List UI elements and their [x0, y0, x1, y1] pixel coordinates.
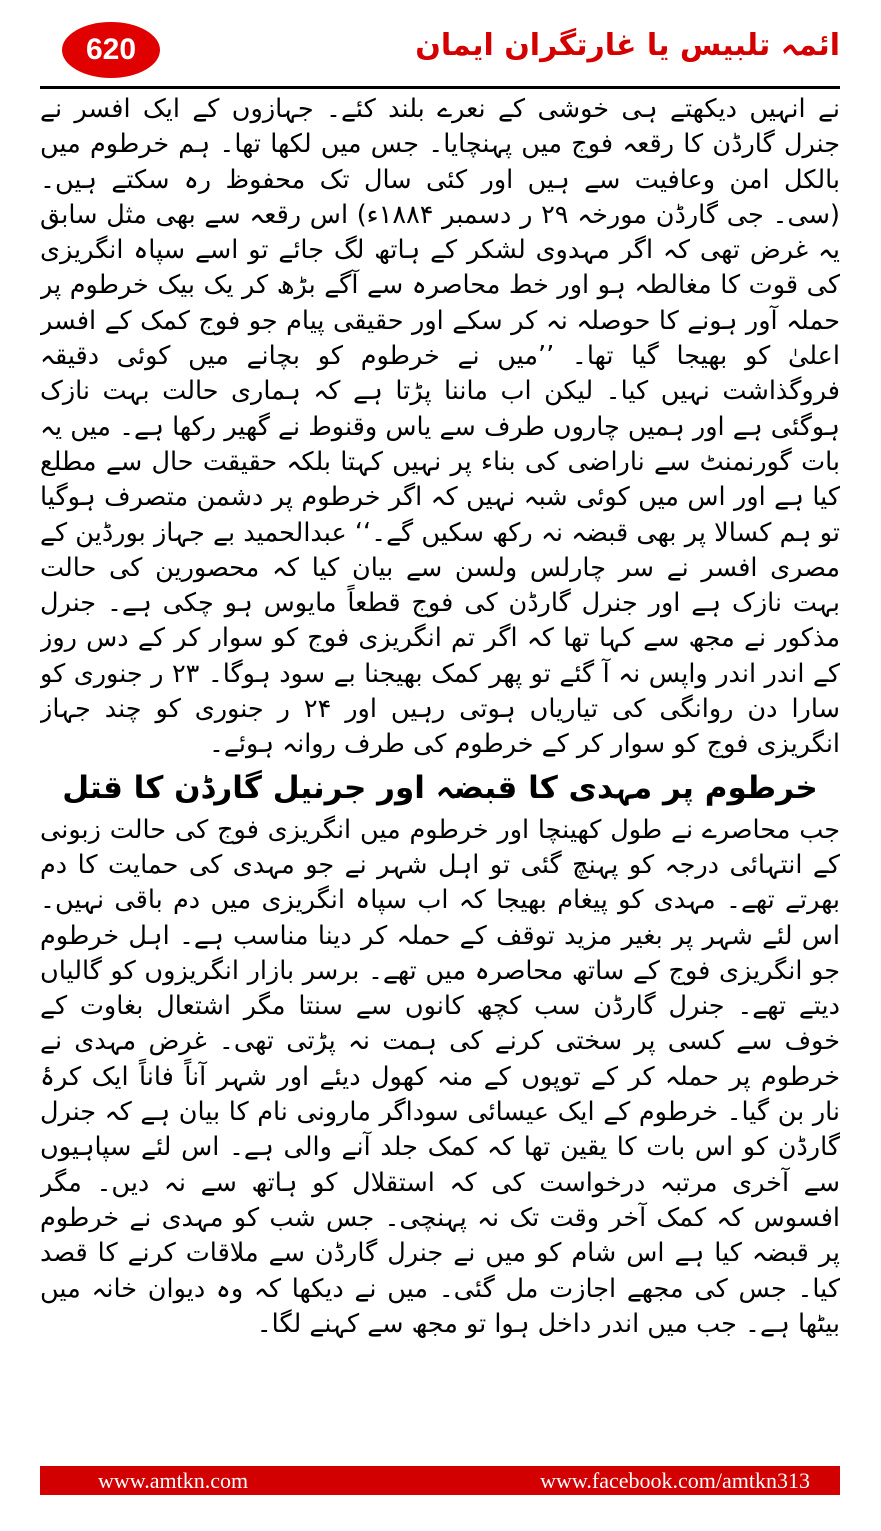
page-number-badge: 620 — [62, 22, 160, 78]
header-divider — [40, 86, 840, 89]
body-paragraph: نے انہیں دیکھتے ہی خوشی کے نعرے بلند کئے۔ جہازوں کے ایک افسر نے جنرل گارڈن کا رقعہ فوج میں پہنچایا۔ جس میں لکھا تھا۔ ہم خرطوم میں بالکل امن وعافیت سے ہیں اور کئی سال تک محفوظ رہ سکتے ہیں۔ (سی۔ جی گارڈن مورخہ ۲۹ ر دسمبر ۱۸۸۴ء) اس رقعہ سے بھی مثل سابق یہ غرض تھی کہ اگر مہدوی لشکر کے ہاتھ لگ جائے تو اسے سپاہ انگریزی کی قوت کا مغالطہ ہو اور خط محاصرہ سے آگے بڑھ کر یک بیک خرطوم پر حملہ آور ہونے کا حوصلہ نہ کر سکے اور حقیقی پیام جو فوج کمک کے افسر اعلیٰ کو بھیجا گیا تھا۔ ’’میں نے خرطوم کو بچانے میں کوئی دقیقہ فروگذاشت نہیں کیا۔ لیکن اب ماننا پڑتا ہے کہ ہماری حالت بہت نازک ہوگئی ہے اور ہمیں چاروں طرف سے یاس وقنوط نے گھیر رکھا ہے۔ میں یہ بات گورنمنٹ سے ناراضی کی بناء پر نہیں کہتا بلکہ حقیقت حال سے مطلع کیا ہے اور اس میں کوئی شبہ نہیں کہ اگر خرطوم پر دشمن متصرف ہوگیا تو ہم کسالا پر بھی قبضہ نہ رکھ سکیں گے۔‘‘ عبدالحمید بے جہاز بورڈین کے مصری افسر نے سر چارلس ولسن سے بیان کیا کہ محصورین کی حالت بہت نازک ہے اور جنرل گارڈن کی فوج قطعاً مایوس ہو چکی ہے۔ جنرل مذکور نے مجھ سے کہا تھا کہ اگر تم انگریزی فوج کو سوار کر کے دس روز کے اندر اندر واپس نہ آ گئے تو پھر کمک بھیجنا بے سود ہوگا۔ ۲۳ ر جنوری کو سارا دن روانگی کی تیاریاں ہوتی رہیں اور ۲۴ ر جنوری کو چند جہاز انگریزی فوج کو سوار کر کے خرطوم کی طرف روانہ ہوئے۔ — [40, 94, 840, 760]
body-paragraph: جب محاصرے نے طول کھینچا اور خرطوم میں انگریزی فوج کی حالت زبونی کے انتہائی درجہ کو پہنچ گئی تو اہل شہر نے جو مہدی کی حمایت کا دم بھرتے تھے۔ مہدی کو پیغام بھیجا کہ اب سپاہ انگریزی میں دم باقی نہیں۔ اس لئے شہر پر بغیر مزید توقف کے حملہ کر دینا مناسب ہے۔ اہل خرطوم جو انگریزی فوج کے ساتھ محاصرہ میں تھے۔ برسر بازار انگریزوں کو گالیاں دیتے تھے۔ جنرل گارڈن سب کچھ کانوں سے سنتا مگر اشتعال بغاوت کے خوف سے کسی پر سختی کرنے کی ہمت نہ پڑتی تھی۔ غرض مہدی نے خرطوم پر حملہ کر کے توپوں کے منہ کھول دیئے اور شہر آناً فاناً ایک کرۂ نار بن گیا۔ خرطوم کے ایک عیسائی سوداگر مارونی نام کا بیان ہے کہ جنرل گارڈن کو اس بات کا یقین تھا کہ کمک جلد آنے والی ہے۔ اس لئے سپاہیوں سے آخری مرتبہ درخواست کی کہ استقلال کو ہاتھ سے نہ دیں۔ مگر افسوس کہ کمک آخر وقت تک نہ پہنچی۔ جس شب کو مہدی نے خرطوم پر قبضہ کیا ہے اس شام کو میں نے جنرل گارڈن سے ملاقات کرنے کا قصد کیا۔ جس کی مجھے اجازت مل گئی۔ میں نے دیکھا کہ وہ دیوان خانہ میں بیٹھا ہے۔ جب میں اندر داخل ہوا تو مجھ سے کہنے لگا۔ — [40, 814, 840, 1339]
page-header — [40, 22, 840, 84]
website-link[interactable]: www.amtkn.com — [98, 1468, 249, 1493]
facebook-link[interactable]: www.facebook.com/amtkn313 — [540, 1468, 810, 1493]
book-title: ائمہ تلبیس یا غارتگران ایمان — [415, 28, 840, 63]
section-heading: خرطوم پر مہدی کا قبضہ اور جرنیل گارڈن کا قتل — [62, 769, 818, 806]
page-footer — [40, 1466, 840, 1495]
page-body — [40, 92, 840, 1424]
